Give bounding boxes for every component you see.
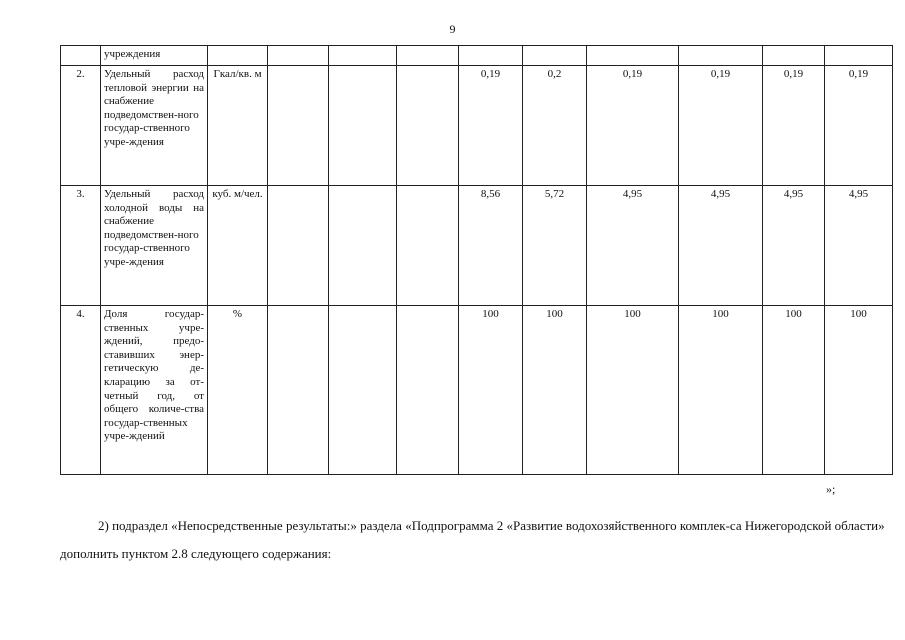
- value-cell: 100: [763, 306, 825, 475]
- value-cell: [329, 66, 397, 186]
- unit-cell: Гкал/кв. м: [208, 66, 268, 186]
- value-cell: [397, 306, 459, 475]
- table-row: [61, 46, 893, 66]
- value-cell: [268, 66, 329, 186]
- value-cell: 4,95: [587, 186, 679, 306]
- value-cell: 5,72: [523, 186, 587, 306]
- row-number-cell: 3.: [61, 186, 101, 306]
- amendment-paragraph: 2) подраздел «Непосредственные результаты:» раздела «Подпрограмма 2 «Развитие водохозяйственного комплек-са Нижегородской области» дополнить пунктом 2.8 следующего содержания:: [60, 518, 885, 561]
- row-number-cell: 4.: [61, 306, 101, 475]
- value-cell: 4,95: [825, 186, 893, 306]
- value-cell: 100: [459, 306, 523, 475]
- value-cell: 100: [587, 306, 679, 475]
- value-cell: [329, 306, 397, 475]
- unit-cell: %: [208, 306, 268, 475]
- value-cell: 4,95: [679, 186, 763, 306]
- value-cell: 0,19: [679, 66, 763, 186]
- row-number-cell: [61, 46, 101, 66]
- value-cell: [679, 46, 763, 66]
- value-cell: [268, 186, 329, 306]
- value-cell: 100: [825, 306, 893, 475]
- unit-cell: [208, 46, 268, 66]
- value-cell: 0,2: [523, 66, 587, 186]
- table-row: [61, 66, 893, 186]
- indicators-table: [60, 45, 893, 475]
- value-cell: 100: [679, 306, 763, 475]
- indicator-name-cell: учреждения: [101, 46, 208, 66]
- value-cell: [329, 46, 397, 66]
- row-number-cell: 2.: [61, 66, 101, 186]
- value-cell: [523, 46, 587, 66]
- value-cell: [397, 46, 459, 66]
- page-number: 9: [449, 22, 456, 36]
- value-cell: [459, 46, 523, 66]
- value-cell: 0,19: [587, 66, 679, 186]
- indicator-name-cell: Доля государ-ственных учре-ждений, предо-ставивших энер-гетическую де-кларацию за от-четный год, от общего количе-ства государ-ственных учре-ждений: [101, 306, 208, 475]
- unit-cell: куб. м/чел.: [208, 186, 268, 306]
- table-row: [61, 186, 893, 306]
- value-cell: [763, 46, 825, 66]
- value-cell: 100: [523, 306, 587, 475]
- indicator-name-cell: Удельный расход холодной воды на снабжение подведомствен-ного государ-ственного учре-ждения: [101, 186, 208, 306]
- table-row: [61, 306, 893, 475]
- value-cell: 0,19: [825, 66, 893, 186]
- value-cell: [397, 66, 459, 186]
- value-cell: [397, 186, 459, 306]
- value-cell: 0,19: [459, 66, 523, 186]
- value-cell: [268, 46, 329, 66]
- value-cell: [825, 46, 893, 66]
- value-cell: 4,95: [763, 186, 825, 306]
- value-cell: [587, 46, 679, 66]
- indicator-name-cell: Удельный расход тепловой энергии на снабжение подведомствен-ного государ-ственного учре-ждения: [101, 66, 208, 186]
- value-cell: 8,56: [459, 186, 523, 306]
- value-cell: 0,19: [763, 66, 825, 186]
- value-cell: [268, 306, 329, 475]
- value-cell: [329, 186, 397, 306]
- closing-quote-mark: »;: [826, 482, 836, 496]
